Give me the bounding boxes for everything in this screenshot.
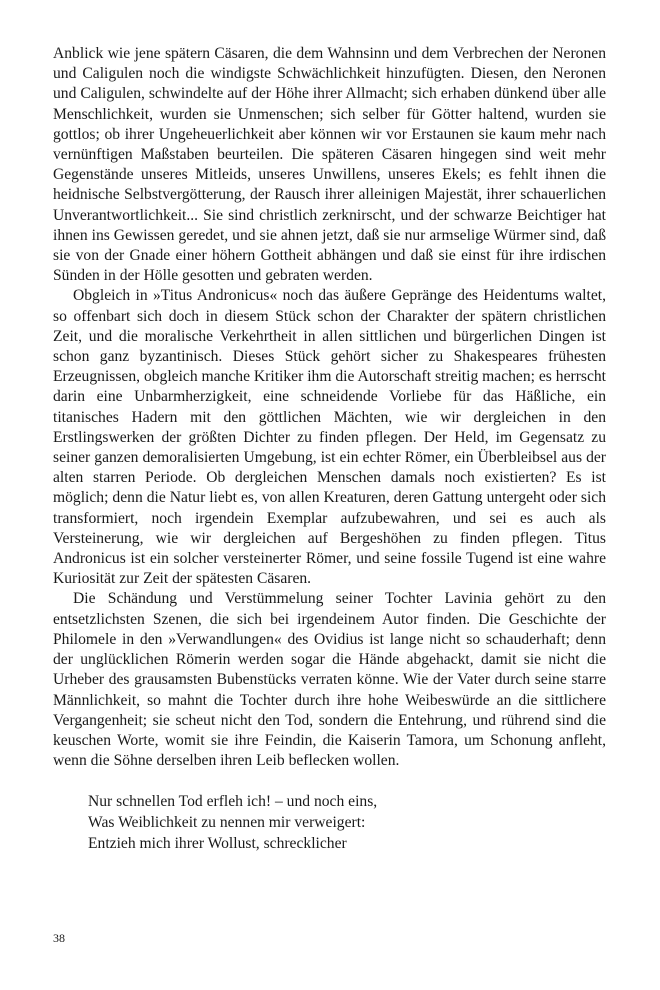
- paragraph-3: Die Schändung und Verstümmelung seiner Tochter Lavinia gehört zu den entsetzlichsten Szenen, die sich bei irgendeinem Autor finden. Die Geschichte der Philomele in den »Verwandlungen« des Ovidius ist lange nicht so schauderhaft; denn der unglücklichen Römerin werden sogar die Hände abgehackt, damit sie nicht die Urheber des grausamsten Bubenstücks verraten könne. Wie der Vater durch seine starre Männlichkeit, so mahnt die Tochter durch ihre hohe Weibeswürde an die sittlichere Vergangenheit; sie scheut nicht den Tod, sondern die Entehrung, und rührend sind die keuschen Worte, womit sie ihre Feindin, die Kaiserin Tamora, um Schonung anfleht, wenn die Söhne derselben ihren Leib beflecken wollen.: [53, 590, 606, 770]
- paragraph-1: Anblick wie jene spätern Cäsaren, die dem Wahnsinn und dem Verbrechen der Neronen und Caligulen noch die windigste Schwächlichkeit hinzufügten. Diesen, den Neronen und Caligulen, schwindelte auf der Höhe ihrer Allmacht; sich erhaben dünkend über alle Menschlichkeit, wurden sie Unmenschen; sich selber für Götter haltend, wurden sie gottlos; ob ihrer Ungeheuerlichkeit aber können wir vor Erstaunen sie kaum mehr nach vernünftigen Maßstaben beurteilen. Die späteren Cäsaren hingegen sind weit mehr Gegenstände unseres Mitleids, unseres Unwillens, unseres Ekels; es fehlt ihnen die heidnische Selbstvergötterung, der Rausch ihrer alleinigen Majestät, ihrer schauerlichen Unverantwortlichkeit... Sie sind christlich zerknirscht, und der schwarze Beichtiger hat ihnen ins Gewissen geredet, und sie ahnen jetzt, daß sie nur armselige Würmer sind, daß sie von der Gnade einer höhern Gottheit abhängen und daß sie einst für ihre irdischen Sünden in der Hölle gesotten und gebraten werden.: [53, 45, 606, 285]
- page-body: [53, 44, 606, 854]
- verse-quote: [88, 791, 606, 854]
- verse-line-3: Entzieh mich ihrer Wollust, schrecklicher: [88, 835, 347, 853]
- paragraph-2: Obgleich in »Titus Andronicus« noch das äußere Gepränge des Heidentums waltet, so offenbart sich doch in diesem Stück schon der Charakter der spätern christlichen Zeit, und die moralische Verkehrtheit in allen sittlichen und bürgerlichen Dingen ist schon ganz byzantinisch. Dieses Stück gehört sicher zu Shakespeares frühesten Erzeugnissen, obgleich manche Kritiker ihm die Autorschaft streitig machen; es herrscht darin eine Unbarmherzigkeit, eine schneidende Vorliebe für das Häßliche, ein titanisches Hadern mit den göttlichen Mächten, wie wir dergleichen in den Erstlingswerken der größten Dichter zu finden pflegen. Der Held, im Gegensatz zu seiner ganzen demoralisierten Umgebung, ist ein echter Römer, ein Überbleibsel aus der alten starren Periode. Ob dergleichen Menschen damals noch existierten? Es ist möglich; denn die Natur liebt es, von allen Kreaturen, deren Gattung untergeht oder sich transformiert, noch irgendein Exemplar aufzubewahren, und sei es auch als Versteinerung, wie wir dergleichen auf Bergeshöhen zu finden pflegen. Titus Andronicus ist ein solcher versteinerter Römer, und seine fossile Tugend ist eine wahre Kuriosität zur Zeit der spätesten Cäsaren.: [53, 287, 606, 588]
- verse-line-1: Nur schnellen Tod erfleh ich! – und noch eins,: [88, 793, 378, 811]
- verse-line-2: Was Weiblichkeit zu nennen mir verweigert:: [88, 814, 366, 832]
- page-number: 38: [53, 931, 65, 945]
